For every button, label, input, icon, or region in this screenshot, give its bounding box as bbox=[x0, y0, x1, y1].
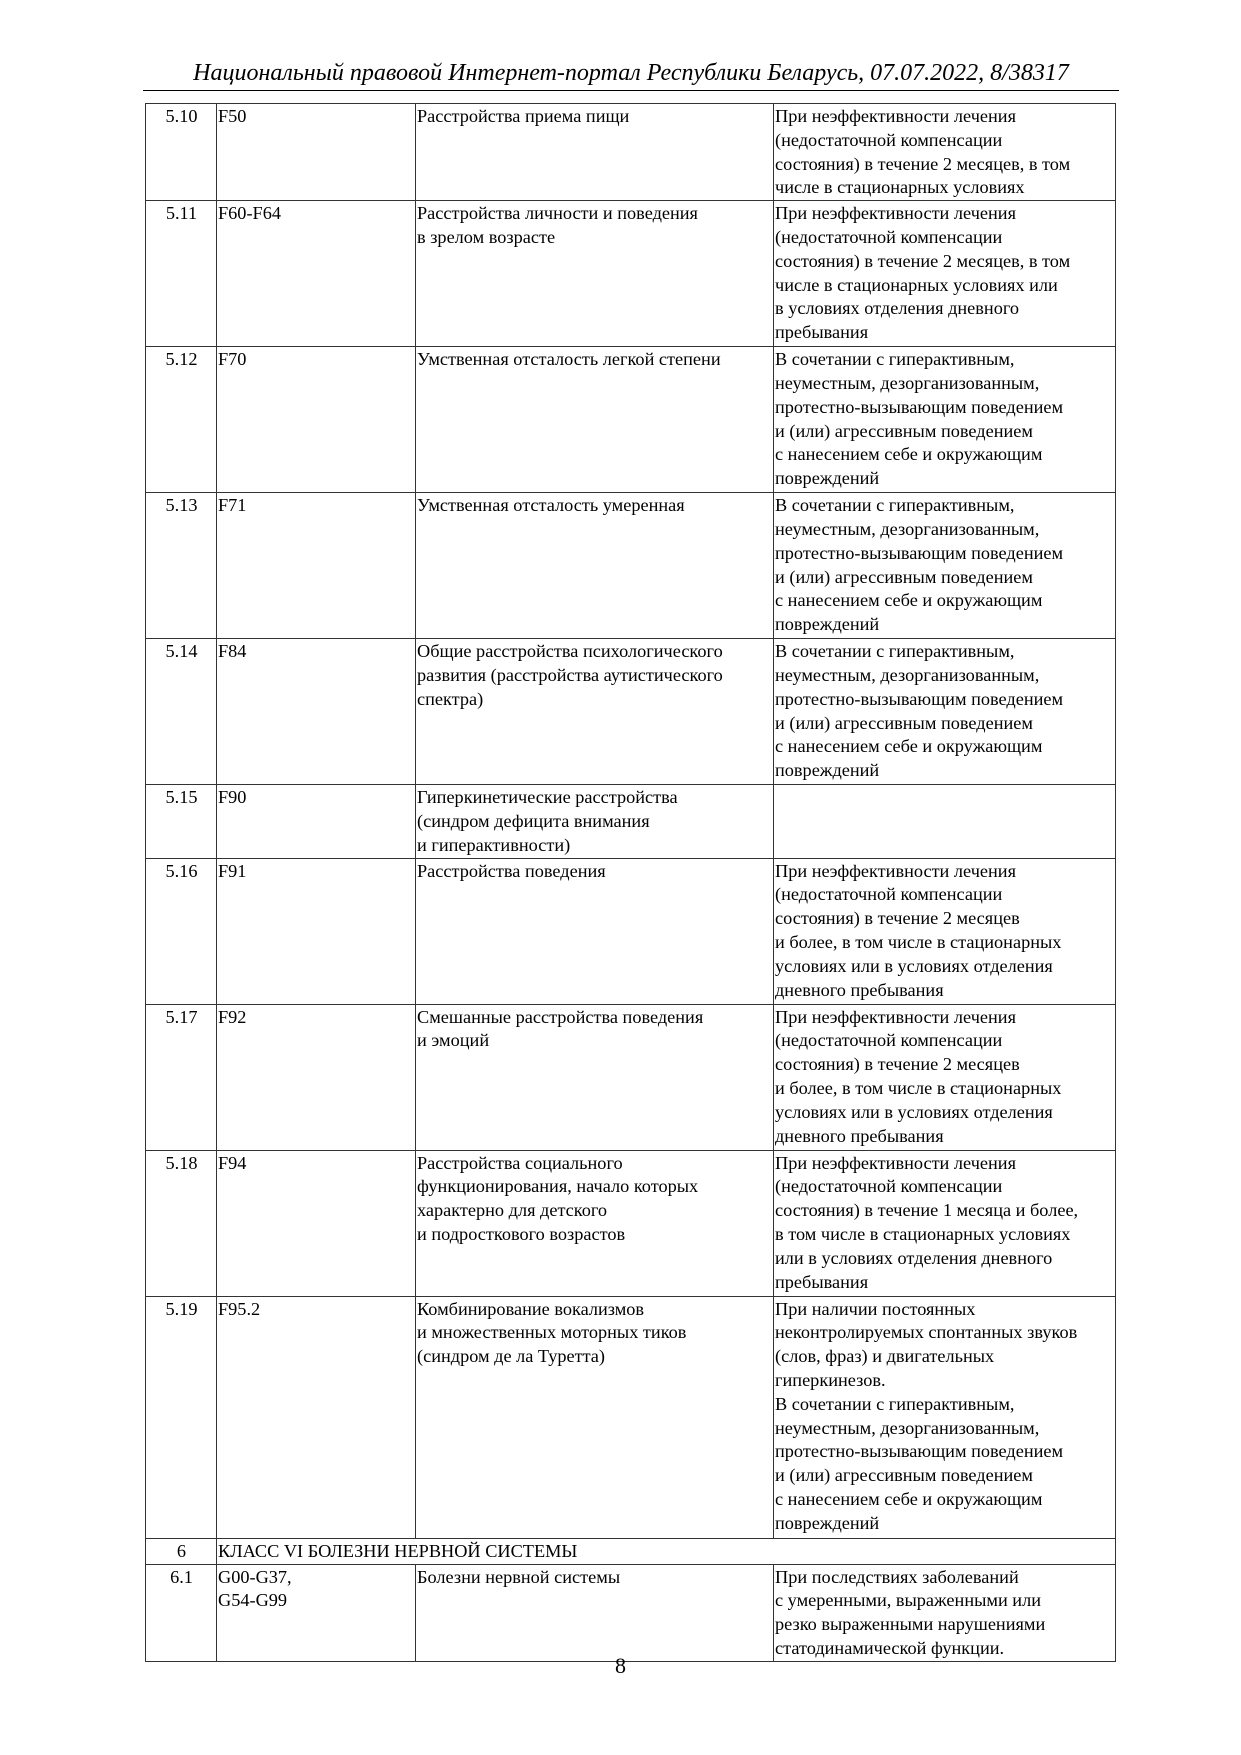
table-row bbox=[146, 347, 1116, 493]
row-code: F84 bbox=[217, 639, 416, 785]
row-code: G00-G37, G54-G99 bbox=[217, 1564, 416, 1661]
row-condition: При неэффективности лечения (недостаточной компенсации состояния) в течение 2 месяцев, в том числе в стационарных условиях или в условиях отделения дневного пребывания bbox=[774, 201, 1116, 347]
row-disease-name: Гиперкинетические расстройства (синдром дефицита внимания и гиперактивности) bbox=[416, 785, 774, 858]
row-number: 5.11 bbox=[146, 201, 217, 347]
row-disease-name: Умственная отсталость умеренная bbox=[416, 493, 774, 639]
row-condition: В сочетании с гиперактивным, неуместным, дезорганизованным, протестно-вызывающим поведением и (или) агрессивным поведением с нанесением себе и окружающим повреждений bbox=[774, 639, 1116, 785]
row-condition: В сочетании с гиперактивным, неуместным, дезорганизованным, протестно-вызывающим поведением и (или) агрессивным поведением с нанесением себе и окружающим повреждений bbox=[774, 347, 1116, 493]
row-disease-name: Расстройства социального функционирования, начало которых характерно для детского и подросткового возрастов bbox=[416, 1150, 774, 1296]
row-condition: При неэффективности лечения (недостаточной компенсации состояния) в течение 1 месяца и более, в том числе в стационарных условиях или в условиях отделения дневного пребывания bbox=[774, 1150, 1116, 1296]
disease-table bbox=[145, 103, 1116, 1662]
row-number: 5.18 bbox=[146, 1150, 217, 1296]
row-code: F50 bbox=[217, 104, 416, 201]
row-number: 5.16 bbox=[146, 858, 217, 1004]
class-title: КЛАСС VI БОЛЕЗНИ НЕРВНОЙ СИСТЕМЫ bbox=[217, 1538, 1116, 1564]
row-code: F60-F64 bbox=[217, 201, 416, 347]
page-number: 8 bbox=[615, 1653, 626, 1678]
row-condition: При наличии постоянных неконтролируемых спонтанных звуков (слов, фраз) и двигательных гиперкинезов. В сочетании с гиперактивным, неуместным, дезорганизованным, протестно-вызывающим поведением и (или) агрессивным поведением с нанесением себе и окружающим повреждений bbox=[774, 1296, 1116, 1538]
row-number: 5.19 bbox=[146, 1296, 217, 1538]
row-code: F70 bbox=[217, 347, 416, 493]
row-disease-name: Расстройства приема пищи bbox=[416, 104, 774, 201]
row-code: F71 bbox=[217, 493, 416, 639]
table-row bbox=[146, 858, 1116, 1004]
row-code: F95.2 bbox=[217, 1296, 416, 1538]
row-condition: В сочетании с гиперактивным, неуместным, дезорганизованным, протестно-вызывающим поведением и (или) агрессивным поведением с нанесением себе и окружающим повреждений bbox=[774, 493, 1116, 639]
row-code: F92 bbox=[217, 1004, 416, 1150]
class-heading-row bbox=[146, 1538, 1116, 1564]
row-disease-name: Общие расстройства психологического развития (расстройства аутистического спектра) bbox=[416, 639, 774, 785]
class-number: 6 bbox=[146, 1538, 217, 1564]
row-number: 5.10 bbox=[146, 104, 217, 201]
table-row bbox=[146, 104, 1116, 201]
row-number: 5.14 bbox=[146, 639, 217, 785]
table-row bbox=[146, 201, 1116, 347]
row-disease-name: Смешанные расстройства поведения и эмоций bbox=[416, 1004, 774, 1150]
row-disease-name: Умственная отсталость легкой степени bbox=[416, 347, 774, 493]
table-row bbox=[146, 639, 1116, 785]
row-disease-name: Расстройства поведения bbox=[416, 858, 774, 1004]
row-condition: При неэффективности лечения (недостаточной компенсации состояния) в течение 2 месяцев и более, в том числе в стационарных условиях или в условиях отделения дневного пребывания bbox=[774, 1004, 1116, 1150]
row-condition: При последствиях заболеваний с умеренными, выраженными или резко выраженными нарушениями статодинамической функции. bbox=[774, 1564, 1116, 1661]
row-disease-name: Расстройства личности и поведения в зрелом возрасте bbox=[416, 201, 774, 347]
row-number: 5.15 bbox=[146, 785, 217, 858]
table-row bbox=[146, 1150, 1116, 1296]
row-number: 5.13 bbox=[146, 493, 217, 639]
table-row bbox=[146, 1564, 1116, 1661]
table-row bbox=[146, 1296, 1116, 1538]
row-number: 5.12 bbox=[146, 347, 217, 493]
row-condition bbox=[774, 785, 1116, 858]
row-disease-name: Болезни нервной системы bbox=[416, 1564, 774, 1661]
row-code: F91 bbox=[217, 858, 416, 1004]
document-header: Национальный правовой Интернет-портал Республики Беларусь, 07.07.2022, 8/38317 bbox=[143, 56, 1119, 91]
row-number: 5.17 bbox=[146, 1004, 217, 1150]
table-row bbox=[146, 1004, 1116, 1150]
row-number: 6.1 bbox=[146, 1564, 217, 1661]
row-code: F94 bbox=[217, 1150, 416, 1296]
row-condition: При неэффективности лечения (недостаточной компенсации состояния) в течение 2 месяцев и более, в том числе в стационарных условиях или в условиях отделения дневного пребывания bbox=[774, 858, 1116, 1004]
table-row bbox=[146, 785, 1116, 858]
row-condition: При неэффективности лечения (недостаточной компенсации состояния) в течение 2 месяцев, в том числе в стационарных условиях bbox=[774, 104, 1116, 201]
row-disease-name: Комбинирование вокализмов и множественных моторных тиков (синдром де ла Туретта) bbox=[416, 1296, 774, 1538]
row-code: F90 bbox=[217, 785, 416, 858]
table-row bbox=[146, 493, 1116, 639]
